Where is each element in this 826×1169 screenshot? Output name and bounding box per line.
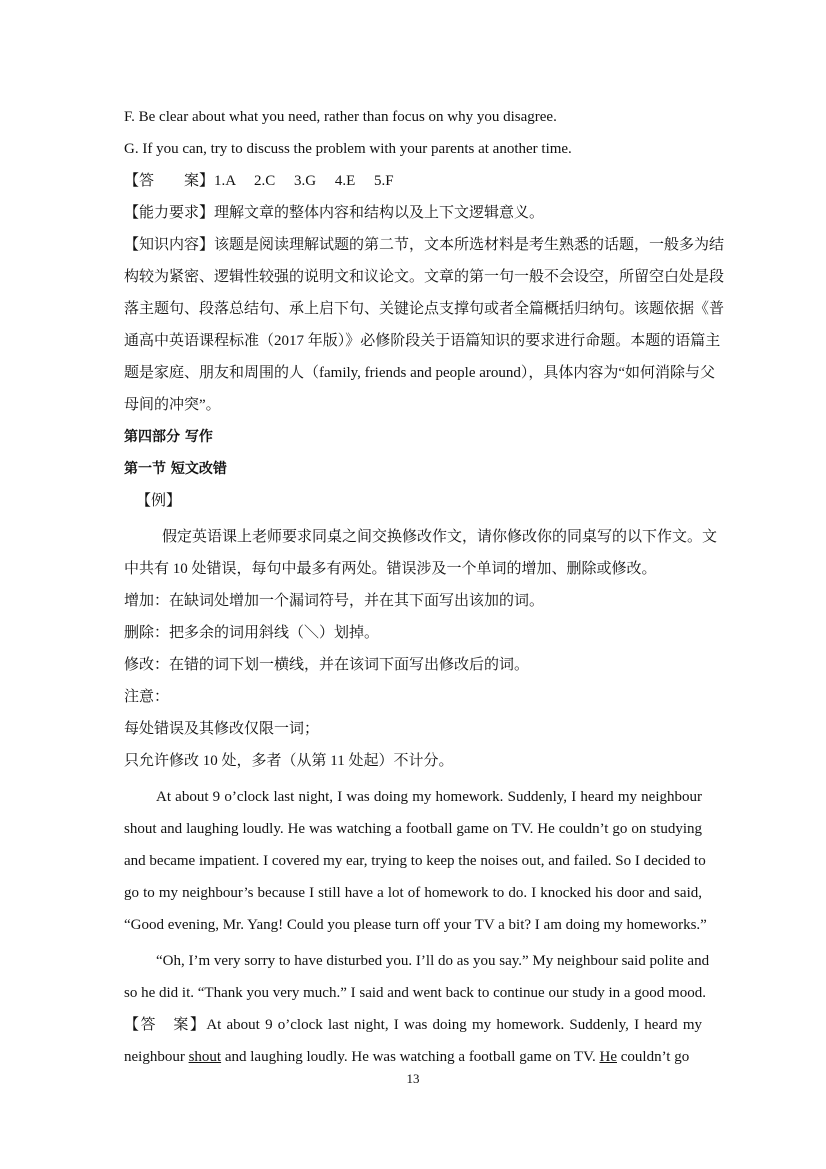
knowledge-content-line: 通高中英语课程标准（2017 年版）》必修阶段关于语篇知识的要求进行命题。本题的语篇主 (124, 333, 721, 349)
option-f: F. Be clear about what you need, rather than focus on why you disagree. (124, 109, 557, 125)
knowledge-content-line: 【知识内容】该题是阅读理解试题的第二节，文本所选材料是考生熟悉的话题，一般多为结 (124, 237, 725, 253)
text: couldn’t go (617, 1049, 690, 1065)
knowledge-content-line: 构较为紧密、逻辑性较强的说明文和议论文。文章的第一句一般不会设空，所留空白处是段 (124, 269, 725, 285)
passage-line: shout and laughing loudly. He was watching a football game on TV. He couldn’t go on studying (124, 821, 702, 837)
instruction-delete: 删除：把多余的词用斜线（＼）划掉。 (124, 625, 380, 641)
knowledge-content-line: 落主题句、段落总结句、承上启下句、关键论点支撑句或者全篇概括归纳句。该题依据《普 (124, 301, 725, 317)
passage-line: so he did it. “Thank you very much.” I said and went back to continue our study in a good mood. (124, 985, 706, 1001)
underlined-error: shout (188, 1049, 222, 1065)
answer-line (124, 1047, 702, 1067)
page-number: 13 (406, 1071, 420, 1086)
passage-line: and became impatient. I covered my ear, trying to keep the noises out, and failed. So I decided to (124, 853, 706, 869)
underlined-error: He (599, 1049, 617, 1065)
ability-requirement: 【能力要求】理解文章的整体内容和结构以及上下文逻辑意义。 (124, 205, 545, 221)
passage-line: go to my neighbour’s because I still have a lot of homework to do. I knocked his door and said, (124, 885, 702, 901)
instruction-modify: 修改：在错的词下划一横线，并在该词下面写出修改后的词。 (124, 657, 530, 673)
instruction-line: 假定英语课上老师要求同桌之间交换修改作文，请你修改你的同桌写的以下作文。文 (162, 529, 718, 545)
subsection-heading: 第一节 短文改错 (124, 461, 227, 477)
answer-key: 【答 案】1.A 2.C 3.G 4.E 5.F (124, 173, 394, 189)
passage-line: “Oh, I’m very sorry to have disturbed you. I’ll do as you say.” My neighbour said polite and (156, 953, 710, 969)
instruction-add: 增加：在缺词处增加一个漏词符号，并在其下面写出该加的词。 (124, 593, 545, 609)
note-line: 只允许修改 10 处，多者（从第 11 处起）不计分。 (124, 753, 454, 769)
note-line: 每处错误及其修改仅限一词； (124, 721, 320, 737)
note-label: 注意： (124, 689, 170, 705)
option-g: G. If you can, try to discuss the problem with your parents at another time. (124, 141, 572, 157)
passage-line: “Good evening, Mr. Yang! Could you please turn off your TV a bit? I am doing my homeworks.” (124, 917, 707, 933)
instruction-line: 中共有 10 处错误，每句中最多有两处。错误涉及一个单词的增加、删除或修改。 (124, 561, 657, 577)
section-heading: 第四部分 写作 (124, 429, 213, 445)
example-label: 【例】 (136, 493, 182, 509)
passage-line: At about 9 o’clock last night, I was doing my homework. Suddenly, I heard my neighbour (156, 789, 702, 805)
text: neighbour (124, 1049, 189, 1065)
text: and laughing loudly. He was watching a football game on TV. (221, 1049, 600, 1065)
knowledge-content-line: 题是家庭、朋友和周围的人（family, friends and people around），具体内容为“如何消除与父 (124, 365, 716, 381)
answer-line: 【答 案】At about 9 o’clock last night, I was doing my homework. Suddenly, I heard my (124, 1017, 702, 1033)
knowledge-content-line: 母间的冲突”。 (124, 397, 221, 413)
